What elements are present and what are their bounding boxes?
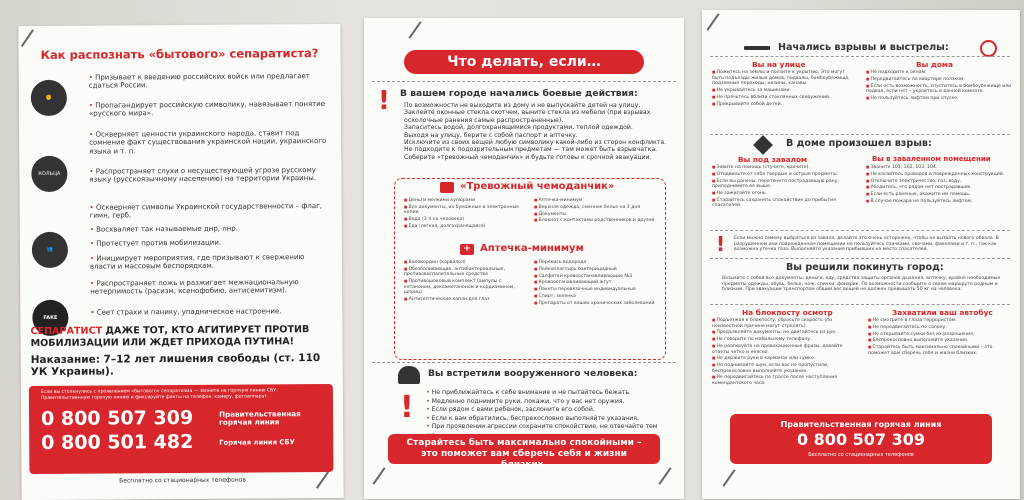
checkpoint-item: ■ Не передвигайтесь по трассе после наступления комендантского часа. — [712, 375, 860, 386]
combat-item: Выходя на улицу, берите с собой паспорт и аптечку. — [404, 131, 578, 139]
checkpoint-item: ■ Не говорите по мобильному телефону. — [712, 337, 860, 343]
poster-what-to-do — [364, 18, 684, 499]
bus-item: ■ Беспрекословно выполняйте указания. — [868, 338, 1012, 344]
protest-sign-icon: ✊ — [31, 80, 67, 116]
home-list — [866, 70, 1012, 103]
checkpoint-item: ■ Предъявляйте документы, не двигайтесь из рук. — [712, 330, 860, 336]
poster2-title: Что делать, если… — [404, 50, 644, 74]
combat-item: Запаситесь водой, долгохранящимися продуктами, теплой одеждой. — [404, 124, 633, 132]
checkpoint-item: ■ Не держите руки в карманах или сумке. — [712, 356, 860, 362]
combat-item: Не подходите к подозрительным предметам — там может быть взрывчатка. — [404, 146, 658, 154]
combat-item: Заклейте оконные стекла скотчем, выните стекла из мебели (при взрывах осколочные ранения самые распространенные). — [404, 109, 651, 124]
divider — [710, 56, 1010, 57]
divider — [710, 134, 1010, 135]
bus-title: Захватили ваш автобус — [892, 308, 993, 317]
phone-government-label: Правительственная горячая линия — [219, 409, 301, 427]
combat-item: По возможности не выходите из дому и не выпускайте детей на улицу. — [404, 102, 641, 109]
street-item: ■ Ложитесь на землю и ползите к укрытию. Это могут быть подъезды жилых домов, подвалы, бомбоубежища, подземные переходы, низины, канавы. — [712, 70, 858, 87]
poster-explosions — [702, 10, 1020, 499]
phone-government: 0 800 507 309 — [41, 406, 194, 430]
suitcase-item: ■ Еда (легкая, долгохранящаяся) — [404, 224, 526, 230]
home-item: ■ Не пользуйтесь лифтом при спуске. — [866, 96, 1012, 102]
rubble-item: ■ Если вы ранены, перетяните пострадавшую рану, приподнимите ее выше. — [712, 179, 858, 190]
home-item: ■ Если есть возможность, спуститесь в бомбоубежище или подвал, если нет – укройтесь в ванной комнате. — [866, 84, 1012, 95]
armed-item: • Если к вам обратились, беспрекословно выполняйте указания. — [426, 415, 666, 424]
pin — [372, 467, 385, 485]
kit-item: ■ Валокордин (корвалол) — [404, 260, 528, 266]
separatist-sign-4: • Распространяет слухи о несуществующей угрозе русскому языку (русскоязычному населению) на территории Украины. — [89, 166, 329, 184]
street-title: Вы на улице — [752, 60, 806, 69]
leave-city-title: Вы решили покинуть город: — [786, 262, 944, 273]
home-item: ■ Не подходите к окнам. — [866, 70, 1012, 76]
suitcase-item: ■ Верхняя одежда, сменное белье на 3 дня — [534, 205, 656, 211]
shooting-section-title: Начались взрывы и выстрелы: — [778, 42, 949, 53]
room-item: ■ Если есть раненые, окажите им помощь. — [866, 192, 1012, 198]
rifle-icon — [744, 46, 770, 50]
room-item: ■ Звоните 101, 102, 103, 104. — [866, 165, 1012, 171]
suitcase-title: «Тревожный чемоданчик» — [460, 181, 615, 192]
leave-city-note: Возьмите с собой все документы, деньги, еду, средства защиты органов дыхания, аптечку, крайне необходимые предметы одежды, обувь, белье, нож, спички, фонарик. По возможности сообщите о своем маршруте родным и близким. При эвакуации транспортом общий вес вещей не должен превышать 50 кг на человека. — [722, 276, 1001, 293]
bus-item: ■ Не открывайте сумки без их разрешения. — [868, 332, 1012, 338]
warning-text: СЕПАРАТИСТ ДАЖЕ ТОТ, КТО АГИТИРУЕТ ПРОТИВ МОБИЛИЗАЦИИ ИЛИ ЖДЕТ ПРИХОДА ПУТИНА! — [30, 324, 310, 349]
checkpoint-list — [712, 318, 860, 388]
kit-item: ■ Пакеты перевязочные индивидуальные — [534, 287, 658, 293]
combat-instructions — [404, 102, 672, 161]
suitcase-item: ■ Деньги мелкими купюрами — [404, 198, 526, 204]
divider — [372, 362, 676, 363]
street-item: ■ Не укрывайтесь за машинами. — [712, 88, 858, 94]
separatist-sign-7: • Протестует против мобилизации. — [90, 238, 330, 248]
suitcase-list-left — [404, 198, 526, 231]
pin — [706, 13, 719, 31]
suitcase-list-right — [534, 198, 656, 225]
fake-icon: FAKE — [32, 300, 68, 336]
separatist-sign-2: • Пропагандирует российскую символику, навязывает понятие «русского мира». — [89, 100, 329, 118]
divider — [710, 258, 1010, 259]
street-item: ■ Прикрывайте собой детей. — [712, 102, 858, 108]
target-icon — [980, 40, 997, 57]
bus-list — [868, 318, 1012, 358]
phone-sbu: 0 800 501 482 — [41, 430, 194, 454]
rubble-item: ■ Старайтесь сохранять спокойствие до прибытия спасателей. — [712, 198, 858, 209]
separatist-sign-3: • Оскверняет ценности украинского народа, ставит под сомнение факт существования украинской нации, украинского языка и т. п. — [89, 129, 329, 156]
rubble-list — [712, 165, 858, 210]
suitcase-item: ■ Вода (3 л на человека) — [404, 217, 526, 223]
separatist-sign-9: • Распространяет ложь и разжигает межнациональную нетерпимость (расизм, ксенофобию, антисемитизм). — [90, 278, 330, 296]
rubble-item: ■ Не зажигайте огонь. — [712, 191, 858, 197]
poster-separatist — [18, 24, 343, 500]
checkpoint-item: ■ Не реагируйте на провокационные фразы, давайте ответы четко и неясно. — [712, 344, 860, 355]
home-title: Вы дома — [916, 60, 953, 69]
kit-item: ■ Обезболивающие, антибактериальные, противовоспалительные средства — [404, 267, 528, 278]
hotline-box — [29, 384, 334, 474]
armed-man-icon — [398, 366, 420, 384]
armed-item: • Медленно поднимите руки, покажи, что у вас нет оружия. — [426, 398, 666, 407]
separatist-sign-1: • Призывает к введению российских войск или предлагает сдаться России. — [89, 72, 329, 90]
rubble-item: ■ Зовите на помощь (стучите, кричите). — [712, 165, 858, 171]
hotline-label: Правительственная горячая линия — [780, 420, 942, 429]
combat-item: Исключите из своих вещей любую символику какой-либо из сторон конфликта. — [404, 139, 667, 147]
suitcase-icon — [440, 182, 454, 193]
pin — [408, 21, 421, 39]
divider — [372, 81, 676, 82]
separatist-sign-8: • Инициирует мероприятия, где призывают к свержению власти и массовым беспорядкам. — [90, 253, 330, 271]
armed-item: • Не приближайтесь к себе внимание и не пытайтесь бежать. — [426, 389, 666, 398]
exclamation-icon: ! — [400, 390, 414, 425]
kit-item: ■ Антисептические капли для глаз — [404, 297, 528, 303]
armed-instructions — [426, 389, 666, 441]
divider — [710, 304, 1010, 305]
exclamation-icon: ! — [716, 232, 726, 256]
first-aid-icon: + — [460, 244, 474, 255]
crowd-icon: 👥 — [32, 232, 68, 268]
punishment-text: Наказание: 7–12 лет лишения свободы (ст. 110 УК Украины). — [30, 352, 321, 379]
blast-section-title: В доме произошел взрыв: — [786, 138, 932, 149]
kit-item: ■ Лейкопластырь бактерицидный — [534, 267, 658, 273]
street-item: ■ Не прячьтесь вблизи стеклянных сооружений. — [712, 95, 858, 101]
pin — [21, 29, 34, 47]
armed-item: • При проявлении агрессии сохраните спокойствие, не отвечайте тем — [426, 423, 666, 440]
poster3-hotline-box — [730, 414, 992, 464]
armed-section-title: Вы встретили вооруженного человека: — [428, 368, 638, 379]
rubble-note: Если можно самому выбраться из завала, делайте это очень осторожно, чтобы не вызвать нового обвала. В разрушенном или поврежденном помещении не пользуйтесь спичками, свечами, факелами и т. п., так как возможна утечка газа. Выполняйте указания прибывших на место спасателей. — [734, 236, 999, 253]
kit-title: Аптечка-минимум — [480, 243, 584, 254]
poster1-title: Как распознать «бытового» сепаратиста? — [40, 46, 319, 62]
bus-item: ■ Старайтесь быть максимально спокойными – это поможет вам сберечь себя и жизни близких. — [868, 345, 1012, 356]
exclamation-icon: ! — [378, 86, 390, 116]
ribbon-badge-icon: КОЛЬЦА — [31, 156, 67, 192]
kit-item: ■ Салфетки кровоостанавливающие №3 — [534, 274, 658, 280]
hotline-note: Если вы столкнулись с проявлением «бытового» сепаратизма — звоните на горячую линию СБУ. Правительственную горячую линию и фиксируйте факты на телефон, камеру, фотоаппарат. — [40, 388, 278, 401]
divider — [710, 230, 1010, 231]
explosion-icon — [753, 135, 773, 155]
kit-list-right — [534, 260, 658, 307]
checkpoint-title: На блокпосту осмотр — [742, 308, 833, 317]
free-call-note: Бесплатно со стационарных телефонов — [808, 452, 914, 458]
separatist-sign-5: • Оскверняет символы Украинской государственности – флаг, гимн, герб. — [90, 202, 330, 220]
phone-sbu-label: Горячая линия СБУ — [219, 438, 295, 447]
suitcase-item: ■ Все документы, их бумажные и электронные копии — [404, 205, 526, 216]
room-title: Вы в заваленном помещении — [872, 155, 991, 163]
suitcase-item: ■ Документы — [534, 212, 656, 218]
separatist-sign-10: • Сеет страхи и панику, упадническое настроение. — [90, 307, 330, 317]
kit-item: ■ Препараты от ваших хронических заболеваний — [534, 301, 658, 307]
home-item: ■ Передвигайтесь по квартире ползком. — [866, 77, 1012, 83]
bus-item: ■ Не смотрите в глаза террористам. — [868, 318, 1012, 324]
pin — [722, 469, 735, 487]
room-item: ■ В случае пожара не пользуйтесь лифтом. — [866, 199, 1012, 205]
rubble-item: ■ Отодвиньте от себя твердые и острые предметы. — [712, 172, 858, 178]
suitcase-item: ■ Аптечка-минимум — [534, 198, 656, 204]
kit-item: ■ Перекись водорода — [534, 260, 658, 266]
kit-list-left — [404, 260, 528, 304]
street-list — [712, 70, 858, 108]
room-item: ■ Убедитесь, что рядом нет пострадавших. — [866, 185, 1012, 191]
checkpoint-item: ■ Не поднимайте шум, если вас не пропустили, беспрекословно выполняйте указания. — [712, 363, 860, 374]
room-item: ■ Отключите электричество, газ, воду. — [866, 179, 1012, 185]
combat-section-title: В вашем городе начались боевые действия: — [400, 88, 638, 99]
free-call-note: Бесплатно со стационарных телефонов — [119, 476, 246, 485]
bus-item: ■ Не передвигайтесь по салону. — [868, 325, 1012, 331]
combat-item: Соберите «тревожный чемоданчик» и будьте готовы к срочной эвакуации. — [404, 153, 652, 161]
kit-item: ■ Противошоковый комплект (ампулы с кетаноном, дексаметаноном и кордиамином, шприц) — [404, 279, 528, 296]
suitcase-item: ■ Блокнот с контактами родственников и друзей — [534, 218, 656, 224]
armed-item: • Если рядом с вами ребенок, заслоните его собой. — [426, 406, 666, 415]
phone-government: 0 800 507 309 — [796, 430, 926, 449]
kit-item: ■ Кровоостанавливающий жгут — [534, 280, 658, 286]
separatist-sign-6: • Восхваляет так называемые днр, лнр. — [90, 224, 330, 234]
rubble-title: Вы под завалом — [738, 155, 808, 164]
room-item: ■ Не касайтесь проводов и поврежденных конструкций. — [866, 172, 1012, 178]
poster2-footer: Старайтесь быть максимально спокойными – это поможет вам сберечь себя и жизни близких. — [388, 434, 660, 464]
room-list — [866, 165, 1012, 206]
kit-item: ■ Спирт, зеленка — [534, 294, 658, 300]
pin — [658, 467, 671, 485]
checkpoint-item: ■ Подъезжая к блокпосту, сбросьте скорость (по неизвестной причине могут стрелять). — [712, 318, 860, 329]
